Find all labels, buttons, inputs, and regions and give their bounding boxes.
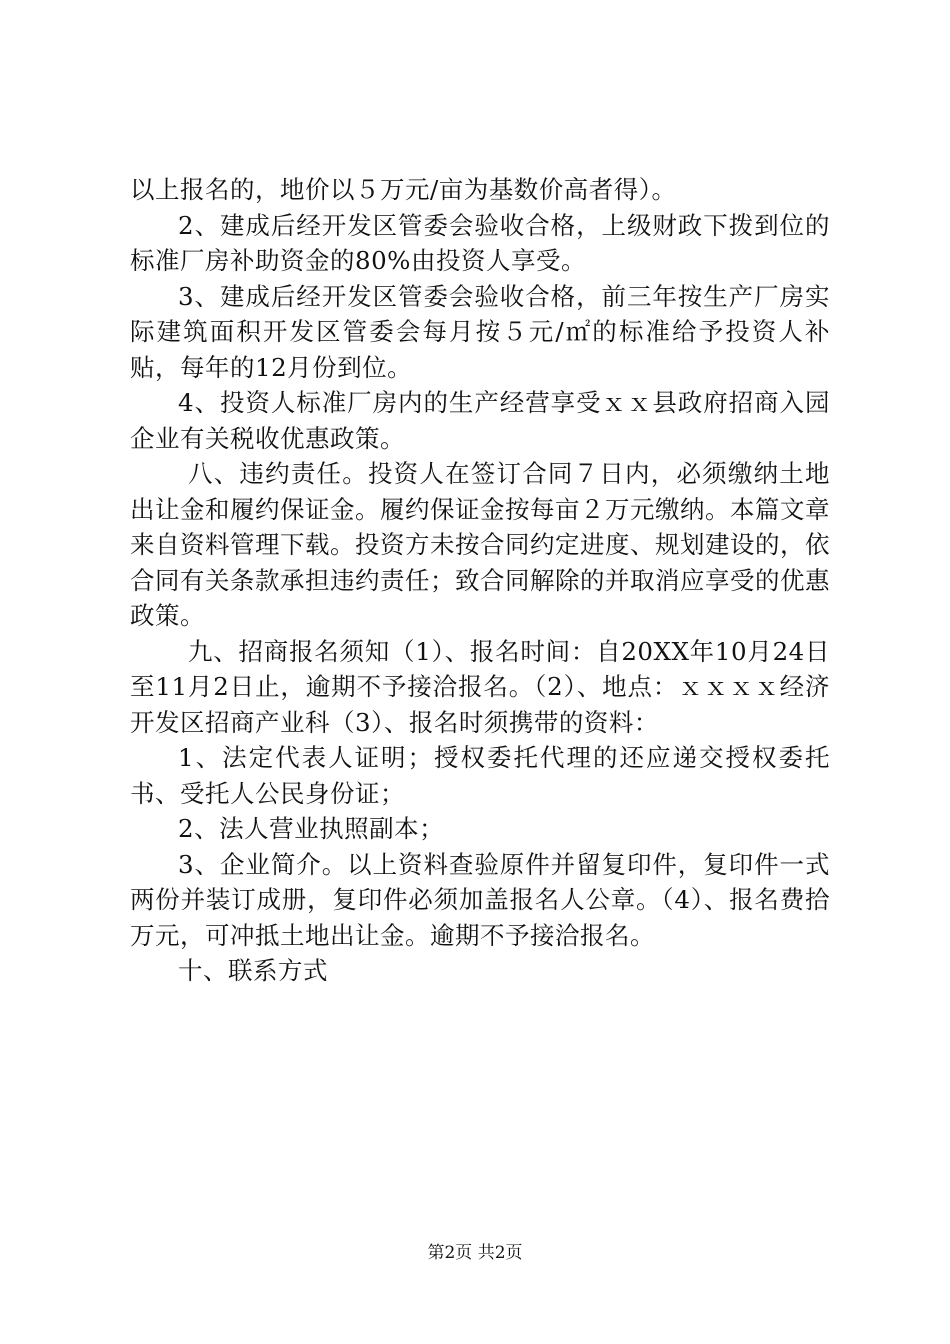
paragraph-material-2: 2、法人营业执照副本； [178, 814, 445, 843]
paragraph-section-9: 九、招商报名须知（1）、报名时间：自20XX年10月24日至11月2日止，逾期不予接洽报名。（2）、地点：ｘｘｘｘ经济开发区招商产业科（3）、报名时须携带的资料： [130, 636, 830, 737]
page-footer [0, 1243, 950, 1263]
paragraph-2: 2、建成后经开发区管委会验收合格，上级财政下拨到位的标准厂房补助资金的80%由投资人享受。 [130, 210, 830, 275]
paragraph-1: 以上报名的，地价以５万元/亩为基数价高者得）。 [130, 175, 677, 204]
paragraph-material-1: 1、法定代表人证明；授权委托代理的还应递交授权委托书、受托人公民身份证； [130, 743, 830, 808]
page-number-label: 第2页 共2页 [427, 1243, 523, 1263]
document-body [130, 172, 830, 989]
paragraph-material-3: 3、企业简介。以上资料查验原件并留复印件，复印件一式两份并装订成册，复印件必须加盖报名人公章。（4）、报名费拾万元，可冲抵土地出让金。逾期不予接洽报名。 [130, 849, 830, 950]
paragraph-4: 4、投资人标准厂房内的生产经营享受ｘｘ县政府招商入园企业有关税收优惠政策。 [130, 388, 830, 453]
paragraph-section-10: 十、联系方式 [178, 956, 328, 985]
paragraph-section-8: 八、违约责任。投资人在签订合同７日内，必须缴纳土地出让金和履约保证金。履约保证金按每亩２万元缴纳。本篇文章来自资料管理下载。投资方未按合同约定进度、规划建设的，依合同有关条款承担违约责任；致合同解除的并取消应享受的优惠政策。 [130, 459, 830, 630]
paragraph-3: 3、建成后经开发区管委会验收合格，前三年按生产厂房实际建筑面积开发区管委会每月按５元/㎡的标准给予投资人补贴，每年的12月份到位。 [130, 281, 830, 382]
